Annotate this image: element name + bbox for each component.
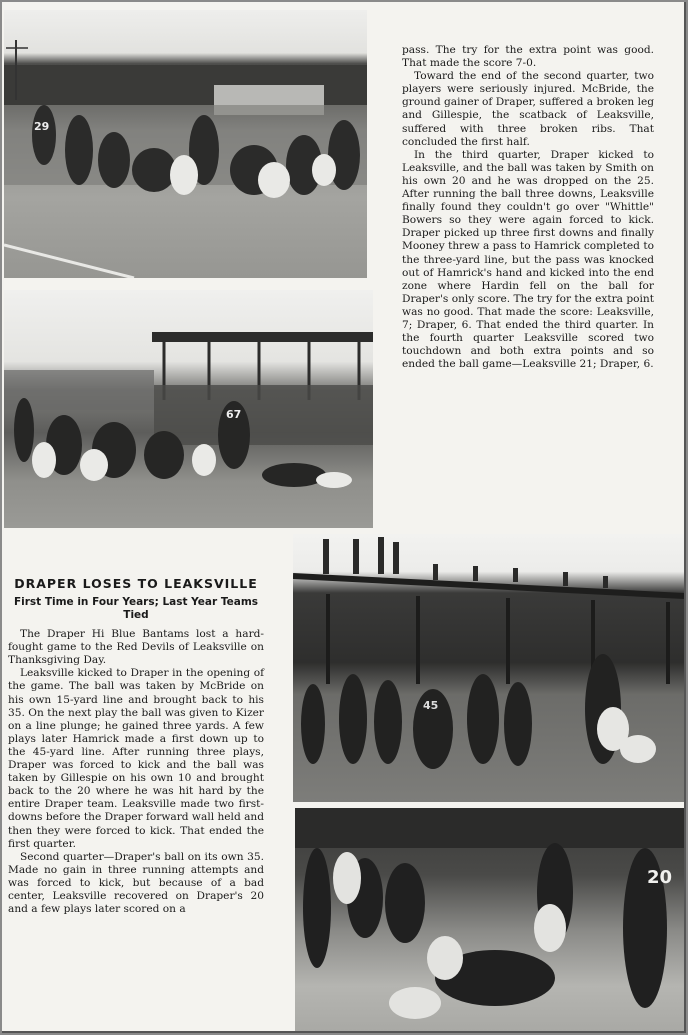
jersey-number: 20 (647, 867, 673, 888)
paragraph: Toward the end of the second quarter, two players were seriously injured. McBride, the ground gainer of Draper, suffered a broken leg and Gillespie, the scatback of Leaksville, suffered with three broken ribs. That concluded the first half. (402, 70, 655, 148)
jersey-number: 45 (423, 699, 439, 712)
photo-1-scene (4, 10, 367, 278)
article-subhead: First Time in Four Years; Last Year Teams Tied (13, 596, 259, 622)
photo-bleachers-run-play (293, 534, 684, 802)
photo-3-scene (293, 534, 684, 802)
jersey-number: 67 (226, 408, 242, 421)
photo-football-field-tackle (4, 10, 367, 278)
paragraph: pass. The try for the extra point was good. That made the score 7-0. (402, 44, 654, 70)
paragraph: Second quarter—Draper's ball on its own 35. Made no gain in three running attempts and was forced to kick, but because of a bad center, Leaksville recovered on Draper's 20 and a few plays later scored on a (8, 850, 264, 916)
photo-4-scene (295, 808, 684, 1031)
article-continuation-column (402, 44, 654, 371)
paragraph: The Draper Hi Blue Bantams lost a hard-fought game to the Red Devils of Leaksville on Thanksgiving Day. (8, 628, 264, 667)
jersey-number: 29 (34, 120, 50, 133)
paragraph: Leaksville kicked to Draper in the opening of the game. The ball was taken by McBride on his own 15-yard line and brought back to his 35. On the next play the ball was given to Kizer on a line plunge; he gained three yards. A few plays later Hamrick made a first down up to the 45-yard line. After running three plays, Draper was forced to kick and the ball was taken by Gillespie on his own 10 and brought back to the 20 where he was hit hard by the entire Draper team. Leaksville made two first-downs before the Draper forward wall held and then they were forced to kick. That ended the first quarter. (8, 667, 265, 850)
photo-2-scene (4, 290, 373, 528)
paragraph: In the third quarter, Draper kicked to Leaksville, and the ball was taken by Smith on his own 20 and he was dropped on the 25. After running the ball three downs, Leaksville finally found they couldn't go over "Whittle" Bowers so they were again forced to kick. Draper picked up three first downs and finally Mooney threw a pass to Hamrick completed to the three-yard line, but the pass was knocked out of Hamrick's hand and kicked into the end zone where Hardin fell on the ball for Draper's only score. The try for the extra point was no good. That made the score: Leaksville, 7; Draper, 6. That ended the third quarter. In the fourth quarter Leaksville scored two touchdown and both extra points and so ended the ball game—Leaksville 21; Draper, 6. (402, 148, 654, 371)
photo-grandstand-scrimmage (4, 290, 373, 528)
article-main-column (8, 577, 264, 916)
yearbook-page (2, 2, 686, 1033)
photo-line-pileup (295, 808, 684, 1031)
article-headline: DRAPER LOSES TO LEAKSVILLE (14, 576, 258, 591)
